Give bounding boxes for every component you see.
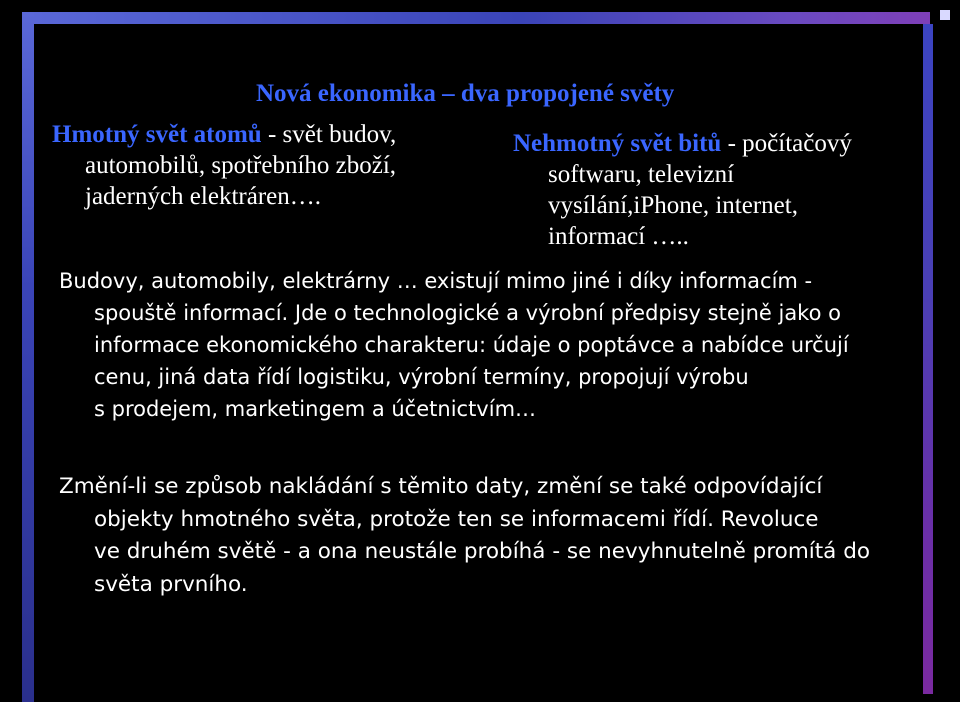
- frame-corner-square: [940, 10, 950, 20]
- paragraph2-line: objekty hmotného světa, protože ten se informacemi řídí. Revoluce: [94, 506, 819, 532]
- left-highlight: Hmotný svět atomů: [52, 121, 262, 148]
- right-line-2: softwaru, televizní: [548, 161, 735, 188]
- paragraph2-line: ve druhém světě - a ona neustále probíhá - se nevyhnutelně promítá do: [94, 539, 870, 564]
- right-line-1: [513, 128, 923, 159]
- frame-top-bar: [22, 12, 930, 24]
- paragraph2-line: světa prvního.: [94, 571, 248, 597]
- right-column: [513, 128, 923, 252]
- right-line-1-rest: - počítačový: [721, 130, 852, 157]
- right-line-4: informací …..: [548, 223, 689, 250]
- paragraph-information: [59, 265, 919, 425]
- paragraph1-line: informace ekonomického charakteru: údaje o poptávce a nabídce určují: [94, 333, 849, 357]
- left-line-3: jaderných elektráren….: [85, 183, 321, 210]
- paragraph2-line: Změní-li se způsob nakládání s těmito daty, změní se také odpovídající: [59, 474, 823, 499]
- paragraph1-line: s prodejem, marketingem a účetnictvím…: [94, 397, 537, 421]
- right-highlight: Nehmotný svět bitů: [513, 130, 722, 157]
- left-line-1-rest: - svět budov,: [261, 121, 397, 148]
- frame-right-bar: [923, 24, 933, 694]
- paragraph-revolution: [59, 471, 919, 601]
- paragraph1-line: spouště informací. Jde o technologické a výrobní předpisy stejně jako o: [94, 301, 841, 325]
- right-line-3: vysílání,iPhone, internet,: [548, 192, 798, 219]
- left-line-2: automobilů, spotřebního zboží,: [85, 152, 397, 179]
- left-column: [52, 119, 472, 212]
- frame-left-bar: [22, 12, 34, 702]
- slide-title: Nová ekonomika – dva propojené světy: [256, 80, 675, 107]
- left-line-1: [52, 119, 472, 150]
- paragraph1-line: cenu, jiná data řídí logistiku, výrobní termíny, propojují výrobu: [94, 365, 749, 389]
- paragraph1-line: Budovy, automobily, elektrárny … existují mimo jiné i díky informacím -: [59, 269, 813, 293]
